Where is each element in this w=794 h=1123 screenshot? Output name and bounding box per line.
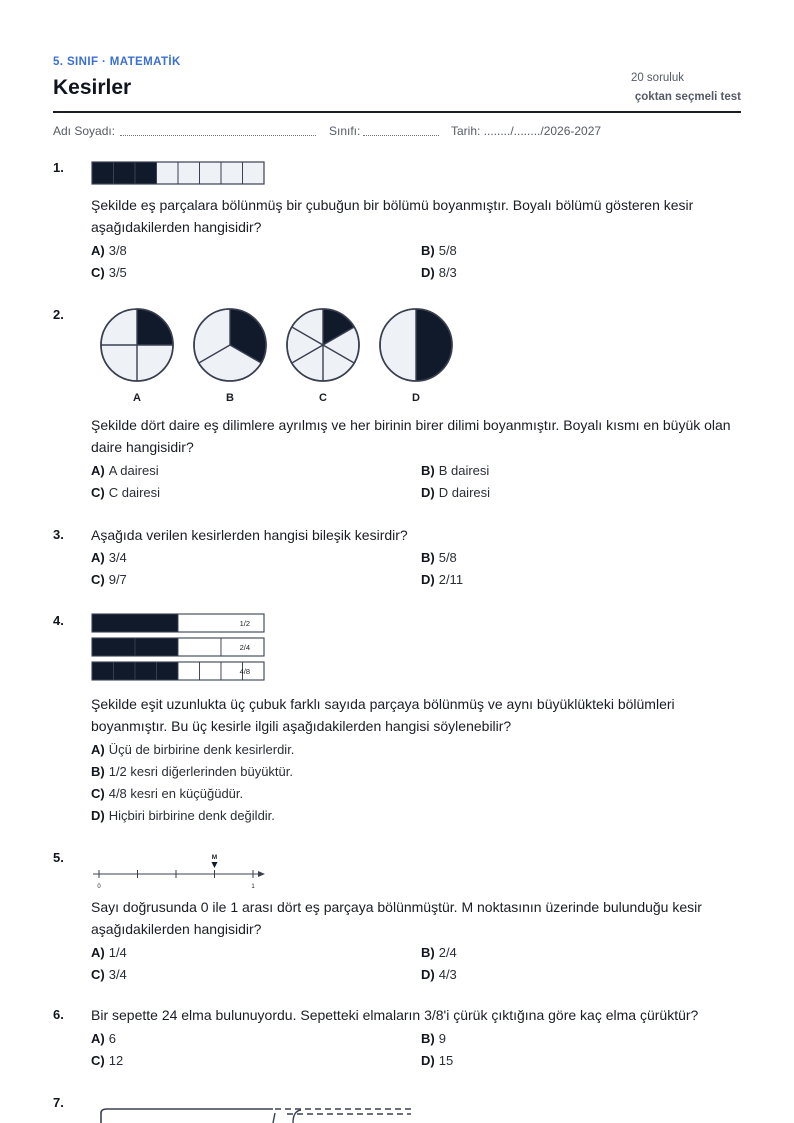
option-text: 1/4 [108, 945, 127, 960]
circle-label: B [226, 392, 234, 404]
question-text: Aşağıda verilen kesirlerden hangisi bileşik kesirdir? [91, 527, 408, 543]
option-letter: C) [91, 967, 105, 982]
student-info-row [53, 124, 741, 140]
page-title: Kesirler [53, 76, 132, 99]
option-d[interactable] [421, 966, 457, 984]
option-letter: A) [91, 463, 105, 478]
circle-fraction-figure [91, 307, 471, 407]
bar-segment [92, 638, 135, 656]
bar-segment [178, 638, 221, 656]
option-d[interactable] [421, 264, 457, 282]
tick-label-end: 1 [251, 884, 255, 890]
bar-segment [135, 662, 157, 680]
class-field[interactable] [363, 135, 439, 136]
option-b[interactable] [421, 1030, 446, 1048]
option-letter: C) [91, 786, 105, 801]
option-d[interactable] [421, 1052, 453, 1070]
date-label: Tarih: ......../......../2026-2027 [451, 124, 602, 138]
figure-divider [273, 1113, 275, 1123]
option-c[interactable] [91, 966, 127, 984]
bar-segment [200, 162, 222, 184]
bar-fraction-label: 1/2 [239, 619, 250, 628]
bar-segment [221, 162, 243, 184]
circle-label: D [412, 392, 420, 404]
option-text: 4/3 [438, 967, 457, 982]
option-letter: D) [421, 485, 435, 500]
question-number: 4. [53, 613, 64, 628]
bar-segment [200, 662, 222, 680]
option-text: 2/4 [438, 945, 457, 960]
bar-segment [135, 638, 178, 656]
option-text: 15 [438, 1053, 454, 1068]
option-letter: A) [91, 945, 105, 960]
option-b[interactable] [421, 242, 457, 260]
option-letter: A) [91, 1031, 105, 1046]
bar-segment [92, 162, 114, 184]
tick-label-start: 0 [97, 884, 101, 890]
option-a[interactable] [91, 741, 294, 759]
option-letter: B) [91, 764, 105, 779]
bar-segment [92, 614, 178, 632]
figure-outline [101, 1109, 273, 1123]
point-label: M [211, 854, 218, 861]
number-line-arrow [258, 871, 265, 877]
option-letter: C) [91, 485, 105, 500]
bar-segment [92, 662, 114, 680]
subject-label: 5. SINIF · MATEMATİK [53, 56, 181, 68]
point-marker [212, 862, 218, 868]
option-letter: B) [421, 945, 435, 960]
name-label: Adı Soyadı: [53, 124, 116, 138]
bar-segment [243, 162, 265, 184]
option-text: A dairesi [108, 463, 159, 478]
option-letter: A) [91, 550, 105, 565]
option-letter: D) [421, 1053, 435, 1068]
option-text: D dairesi [438, 485, 491, 500]
option-letter: B) [421, 463, 435, 478]
question-text: Şekilde eşit uzunlukta üç çubuk farklı sayıda parçaya bölünmüş ve aynı büyüklükteki bölümleri boyanmıştır. Bu üç kesirle ilgili aşağıdakilerden hangisi söylenebilir? [91, 696, 675, 734]
option-c[interactable] [91, 484, 160, 502]
option-text: 5/8 [438, 550, 457, 565]
bar-segment [114, 162, 136, 184]
equivalent-bars-figure [91, 613, 267, 683]
bar-segment [135, 162, 157, 184]
option-d[interactable] [421, 484, 490, 502]
option-d[interactable] [421, 571, 463, 589]
option-text: 12 [108, 1053, 124, 1068]
test-type: çoktan seçmeli test [634, 91, 741, 103]
option-text: B dairesi [438, 463, 490, 478]
option-text: Hiçbiri birbirine denk değildir. [108, 808, 275, 823]
number-line-figure [91, 850, 271, 890]
bar-segment [178, 662, 200, 680]
option-c[interactable] [91, 1052, 123, 1070]
option-text: 6 [108, 1031, 116, 1046]
question-text: Sayı doğrusunda 0 ile 1 arası dört eş parçaya bölünmüştür. M noktasının üzerinde bulunduğu kesir aşağıdakilerden hangisidir? [91, 899, 702, 937]
bar-segment [178, 162, 200, 184]
question-text: Şekilde eş parçalara bölünmüş bir çubuğun bir bölümü boyanmıştır. Boyalı bölümü gösteren kesir aşağıdakilerden hangisidir? [91, 197, 694, 235]
question-number: 3. [53, 527, 64, 542]
option-letter: D) [421, 967, 435, 982]
option-text: 9/7 [108, 572, 127, 587]
option-text: 1/2 kesri diğerlerinden büyüktür. [108, 764, 293, 779]
option-text: 3/5 [108, 265, 127, 280]
option-letter: A) [91, 243, 105, 258]
option-b[interactable] [91, 763, 293, 781]
option-letter: B) [421, 550, 435, 565]
option-text: 3/4 [108, 967, 127, 982]
option-letter: D) [91, 808, 105, 823]
option-a[interactable] [91, 944, 127, 962]
option-letter: C) [91, 265, 105, 280]
option-a[interactable] [91, 462, 159, 480]
question-text: Bir sepette 24 elma bulunuyordu. Sepetteki elmaların 3/8'i çürük çıktığına göre kaç elma çürüktür? [91, 1007, 699, 1023]
question-7-figure [97, 1105, 417, 1123]
option-a[interactable] [91, 1030, 116, 1048]
option-c[interactable] [91, 571, 127, 589]
bar-segment [178, 614, 264, 632]
option-b[interactable] [421, 944, 457, 962]
option-a[interactable] [91, 549, 127, 567]
option-text: Üçü de birbirine denk kesirlerdir. [108, 742, 295, 757]
question-text: Şekilde dört daire eş dilimlere ayrılmış ve her birinin birer dilimi boyanmıştır. Boyalı kısmı en büyük olan daire hangisidir? [91, 417, 731, 455]
bar-segment [157, 662, 179, 680]
circle-label: C [319, 392, 327, 404]
fraction-bar-figure [91, 160, 267, 188]
option-text: 2/11 [438, 572, 464, 587]
option-text: 5/8 [438, 243, 457, 258]
circle-label: A [133, 392, 141, 404]
option-b[interactable] [421, 549, 457, 567]
option-text: 9 [438, 1031, 446, 1046]
question-number: 6. [53, 1007, 64, 1022]
class-label: Sınıfı: [329, 124, 361, 138]
option-b[interactable] [421, 462, 489, 480]
question-number: 5. [53, 850, 64, 865]
option-letter: C) [91, 1053, 105, 1068]
question-number: 1. [53, 160, 64, 175]
bar-fraction-label: 4/8 [239, 667, 250, 676]
question-number: 7. [53, 1095, 64, 1110]
header-divider [53, 111, 741, 113]
question-number: 2. [53, 307, 64, 322]
option-text: 8/3 [438, 265, 457, 280]
option-c[interactable] [91, 264, 127, 282]
name-field[interactable] [120, 135, 316, 136]
option-letter: B) [421, 1031, 435, 1046]
option-text: 4/8 kesri en küçüğüdür. [108, 786, 244, 801]
option-d[interactable] [91, 807, 275, 825]
option-letter: D) [421, 572, 435, 587]
option-letter: B) [421, 243, 435, 258]
question-count: 20 soruluk [630, 72, 684, 84]
bar-fraction-label: 2/4 [239, 643, 250, 652]
option-a[interactable] [91, 242, 127, 260]
option-text: C dairesi [108, 485, 161, 500]
option-text: 3/4 [108, 550, 127, 565]
figure-curve [293, 1110, 301, 1123]
bar-segment [114, 662, 136, 680]
option-letter: D) [421, 265, 435, 280]
option-c[interactable] [91, 785, 243, 803]
option-letter: A) [91, 742, 105, 757]
option-letter: C) [91, 572, 105, 587]
bar-segment [157, 162, 179, 184]
shaded-slice [416, 309, 452, 381]
option-text: 3/8 [108, 243, 127, 258]
